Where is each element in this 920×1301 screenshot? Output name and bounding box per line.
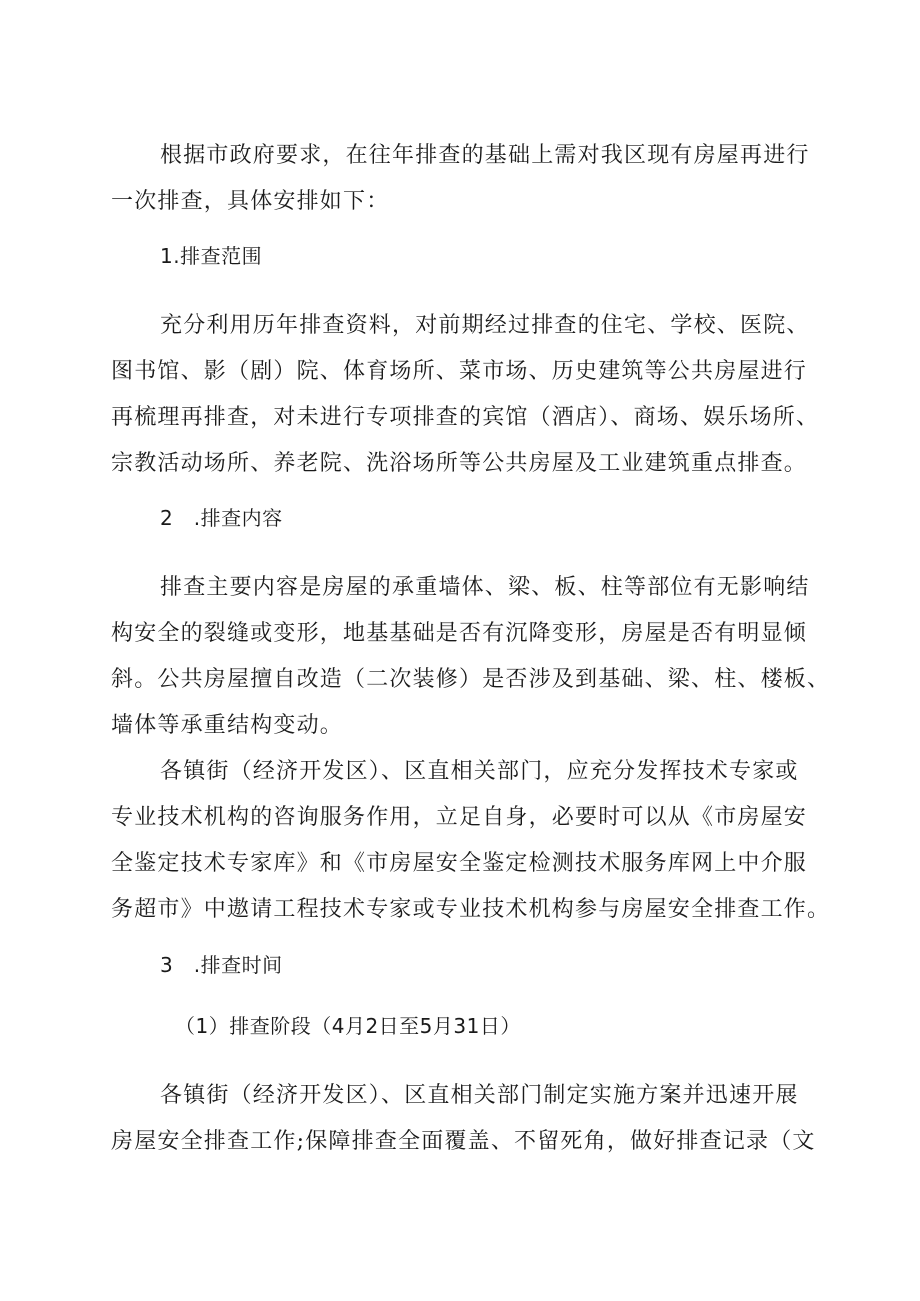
section-3-line-1: 各镇街（经济开发区）、区直相关部门制定实施方案并迅速开展 bbox=[160, 1083, 799, 1108]
section-2-p2-line-4: 务超市》中遨请工程技术专家或专业技术机构参与房屋安全排查工作。 bbox=[111, 897, 831, 922]
section-2-p1-line-1: 排查主要内容是房屋的承重墙体、梁、板、柱等部位有无影响结 bbox=[160, 575, 810, 600]
section-1-line-2: 图书馆、影（剧）院、体育场所、菜市场、历史建筑等公共房屋进行 bbox=[111, 359, 808, 384]
intro-line-2: 一次排查，具体安排如下： bbox=[111, 189, 390, 214]
section-3-heading: 3 .排查时间 bbox=[160, 953, 283, 977]
section-2-heading: 2 .排查内容 bbox=[160, 506, 283, 530]
section-1-line-3: 再梳理再排查，对未进行专项排查的宾馆（酒店）、商场、娱乐场所、 bbox=[111, 405, 820, 430]
section-2-p2-line-1: 各镇街（经济开发区）、区直相关部门，应充分发挥技术专家或 bbox=[160, 759, 799, 784]
section-2-p1-line-2: 构安全的裂缝或变形，地基基础是否有沉降变形，房屋是否有明显倾 bbox=[111, 621, 808, 646]
section-3-line-2: 房屋安全排查工作;保障排查全面覆盖、不留死角，做好排查记录（文 bbox=[111, 1129, 816, 1154]
section-2-p1-line-4: 墙体等承重结构变动。 bbox=[111, 713, 344, 738]
section-3-subheading: （1）排查阶段（4月2日至5月31日） bbox=[175, 1014, 521, 1038]
section-2-p2-line-2: 专业技术机构的咨询服务作用，立足自身，必要时可以从《市房屋安 bbox=[111, 805, 808, 830]
section-1-line-4: 宗教活动场所、养老院、洗浴场所等公共房屋及工业建筑重点排查。 bbox=[111, 451, 808, 476]
section-1-line-1: 充分利用历年排查资料，对前期经过排查的住宅、学校、医院、 bbox=[160, 313, 810, 338]
intro-line-1: 根据市政府要求，在往年排查的基础上需对我区现有房屋再进行 bbox=[160, 143, 810, 168]
section-1-heading: 1.排查范围 bbox=[160, 244, 263, 268]
section-2-p1-line-3: 斜。公共房屋擅自改造（二次装修）是否涉及到基础、梁、柱、楼板、 bbox=[111, 667, 831, 692]
section-2-p2-line-3: 全鉴定技术专家库》和《市房屋安全鉴定检测技术服务库网上中介服 bbox=[111, 851, 808, 876]
